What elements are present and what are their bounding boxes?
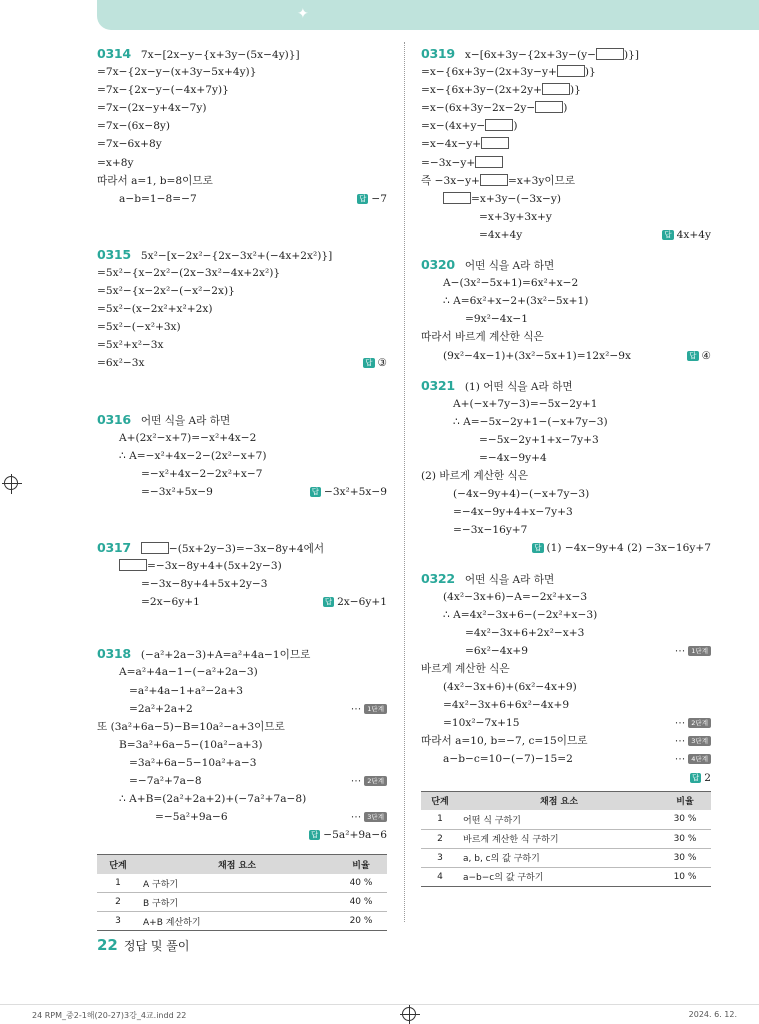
- problem-0318: 0318 (−a²+2a−3)+A=a²+4a−1이므로 A=a²+4a−1−(−a²+2a−3) =a²+4a−1+a²−2a+3 =2a²+2a+2 ⋯ 1단계 또 (3a²+6a−5)−B=10a²−a+3이므로 B=3a²+6a−5−(10a²−a+3) =3a²+6a−5−10a²+a−3 =−7a²+7a−8 ⋯ 2단계 ∴ A+B=(2a²+2a+2)+(−7a²+7a−8) =−5a²+9a−6 ⋯ 3단계 답 −5a²+9a−6: [97, 645, 389, 844]
- blank-box: [475, 156, 503, 168]
- problem-0314: 0314 7x−[2x−y−{x+3y−(5x−4y)}] =7x−{2x−y−(x+3y−5x+4y)} =7x−{2x−y−(−4x+7y)} =7x−(2x−y+4x−7y) =7x−(6x−8y) =7x−6x+8y =x+8y 따라서 a=1, b=8이므로 a−b=1−8=−7 답 −7: [97, 45, 389, 208]
- table-row: 3 a, b, c의 값 구하기 30 %: [421, 848, 711, 867]
- table-row: 3 A+B 계산하기 20 %: [97, 912, 387, 931]
- registration-mark-icon: [4, 476, 18, 490]
- answer: 답 2x−6y+1: [324, 596, 387, 609]
- answer: 답 −7: [359, 192, 387, 205]
- answer-tag-icon: 답: [692, 772, 700, 782]
- answer-tag-icon: 답: [365, 358, 373, 368]
- problem-0320: 0320 어떤 식을 A라 하면 A−(3x²−5x+1)=6x²+x−2 ∴ A=6x²+x−2+(3x²−5x+1) =9x²−4x−1 따라서 바르게 계산한 식은 (9x²−4x−1)+(3x²−5x+1)=12x²−9x 답 ④: [421, 256, 713, 365]
- step-badge: 2단계: [688, 718, 711, 728]
- answer: 답 −3x²+5x−9: [311, 485, 387, 498]
- grading-table: 단계 채점 요소 비율 1 어떤 식 구하기 30 % 2 바르게 계산한 식 구하기 30 % 3 a, b, c의 값 구하기 30 % 4 a−b−c의 값 구하기 10 %: [421, 791, 711, 887]
- answer: 답 2: [692, 771, 711, 784]
- problem-0317: 0317 −(5x+2y−3)=−3x−8y+4에서 =−3x−8y+4+(5x+2y−3) =−3x−8y+4+5x+2y−3 =2x−6y+1 답 2x−6y+1: [97, 539, 389, 611]
- table-row: 1 어떤 식 구하기 30 %: [421, 810, 711, 829]
- problem-0316: 0316 어떤 식을 A라 하면 A+(2x²−x+7)=−x²+4x−2 ∴ A=−x²+4x−2−(2x²−x+7) =−x²+4x−2−2x²+x−7 =−3x²+5x−9 답 −3x²+5x−9: [97, 411, 389, 501]
- problem-number: 0321: [421, 377, 455, 393]
- answer: 답 ③: [365, 357, 387, 370]
- step-badge: 4단계: [688, 754, 711, 764]
- answer: 답 −5a²+9a−6: [311, 829, 387, 842]
- file-name: 24 RPM_중2-1해(20-27)3강_4교.indd 22: [32, 1011, 187, 1020]
- answer-tag-icon: 답: [534, 543, 542, 553]
- problem-number: 0322: [421, 570, 455, 586]
- problem-number: 0315: [97, 246, 131, 262]
- column-divider: [404, 42, 405, 922]
- answer-tag-icon: 답: [359, 193, 367, 203]
- step-badge: 2단계: [364, 776, 387, 786]
- answer-tag-icon: 답: [664, 229, 672, 239]
- step-badge: 1단계: [688, 646, 711, 656]
- problem-0322: 0322 어떤 식을 A라 하면 (4x²−3x+6)−A=−2x²+x−3 ∴ A=4x²−3x+6−(−2x²+x−3) =4x²−3x+6+2x²−x+3 =6x²−4x+9 ⋯ 1단계 바르게 계산한 식은 (4x²−3x+6)+(6x²−4x+9) =4x²−3x+6+6x²−4x+9 =10x²−7x+15 ⋯ 2단계 따라서 a=10, b=−7, c=15이므로 ⋯ 3단계 a−b−c=10−(−7)−15=2 ⋯ 4단계 답 2: [421, 570, 713, 787]
- star-icon: ✦: [297, 6, 309, 22]
- grading-table: 단계 채점 요소 비율 1 A 구하기 40 % 2 B 구하기 40 % 3 A+B 계산하기 20 %: [97, 854, 387, 931]
- answer: 답 (1) −4x−9y+4 (2) −3x−16y+7: [534, 542, 711, 555]
- answer: 답 4x+4y: [664, 228, 711, 241]
- print-slug: [0, 1004, 759, 1024]
- page-number: 22: [97, 936, 118, 954]
- problem-number: 0314: [97, 46, 131, 61]
- header-band: [97, 0, 759, 30]
- answer-tag-icon: 답: [689, 350, 697, 360]
- problem-number: 0316: [97, 411, 131, 427]
- problem-number: 0320: [421, 257, 455, 273]
- problem-0321: 0321 (1) 어떤 식을 A라 하면 A+(−x+7y−3)=−5x−2y+1 ∴ A=−5x−2y+1−(−x+7y−3) =−5x−2y+1+x−7y+3 =−4x−9y+4 (2) 바르게 계산한 식은 (−4x−9y+4)−(−x+7y−3) =−4x−9y+4+x−7y+3 =−3x−16y+7 답 (1) −4x−9y+4 (2) −3x−16y+7: [421, 377, 713, 558]
- blank-box: [596, 48, 624, 60]
- table-row: 2 B 구하기 40 %: [97, 893, 387, 912]
- problem-number: 0317: [97, 539, 131, 555]
- problem-number: 0319: [421, 46, 455, 61]
- answer-tag-icon: 답: [324, 597, 333, 607]
- problem-number: 0318: [97, 646, 131, 662]
- answer: 답 ④: [689, 349, 711, 362]
- step-badge: 3단계: [688, 736, 711, 746]
- blank-box: [443, 192, 471, 204]
- page-label: 정답 및 풀이: [123, 939, 190, 953]
- problem-0319: 0319 x−[6x+3y−{2x+3y−(y− )}] =x−{6x+3y−(2x+3y−y+ )} =x−{6x+3y−(2x+2y+ )} =x−(6x+3y−2x−2y− ) =x−(4x+y− ) =x−4x−y+ =−3x−y+ 즉 −3x−y+ =x+3y이므로 =x+3y−(−3x−y) =x+3y+3x+y =4x+4y 답 4x+4y: [421, 45, 713, 244]
- blank-box: [485, 119, 513, 131]
- answer-tag-icon: 답: [311, 486, 319, 496]
- step-badge: 3단계: [364, 812, 387, 822]
- table-row: 2 바르게 계산한 식 구하기 30 %: [421, 829, 711, 848]
- blank-box: [141, 542, 169, 554]
- table-row: 4 a−b−c의 값 구하기 10 %: [421, 867, 711, 886]
- table-row: 1 A 구하기 40 %: [97, 874, 387, 893]
- right-column: [421, 45, 713, 887]
- answer-tag-icon: 답: [311, 830, 319, 840]
- left-column: [97, 45, 389, 931]
- blank-box: [535, 101, 563, 113]
- blank-box: [542, 83, 570, 95]
- blank-box: [481, 137, 509, 149]
- problem-0315: 0315 5x²−[x−2x²−{2x−3x²+(−4x+2x²)}] =5x²−{x−2x²−(2x−3x²−4x+2x²)} =5x²−{x−2x²−(−x²−2x)} =5x²−(x−2x²+x²+2x) =5x²−(−x²+3x) =5x²+x²−3x =6x²−3x 답 ③: [97, 246, 389, 373]
- page-footer: [97, 936, 189, 954]
- blank-box: [119, 559, 147, 571]
- step-badge: 1단계: [364, 704, 387, 714]
- blank-box: [480, 174, 508, 186]
- blank-box: [557, 65, 585, 77]
- print-date: 2024. 6. 12.: [688, 1010, 737, 1019]
